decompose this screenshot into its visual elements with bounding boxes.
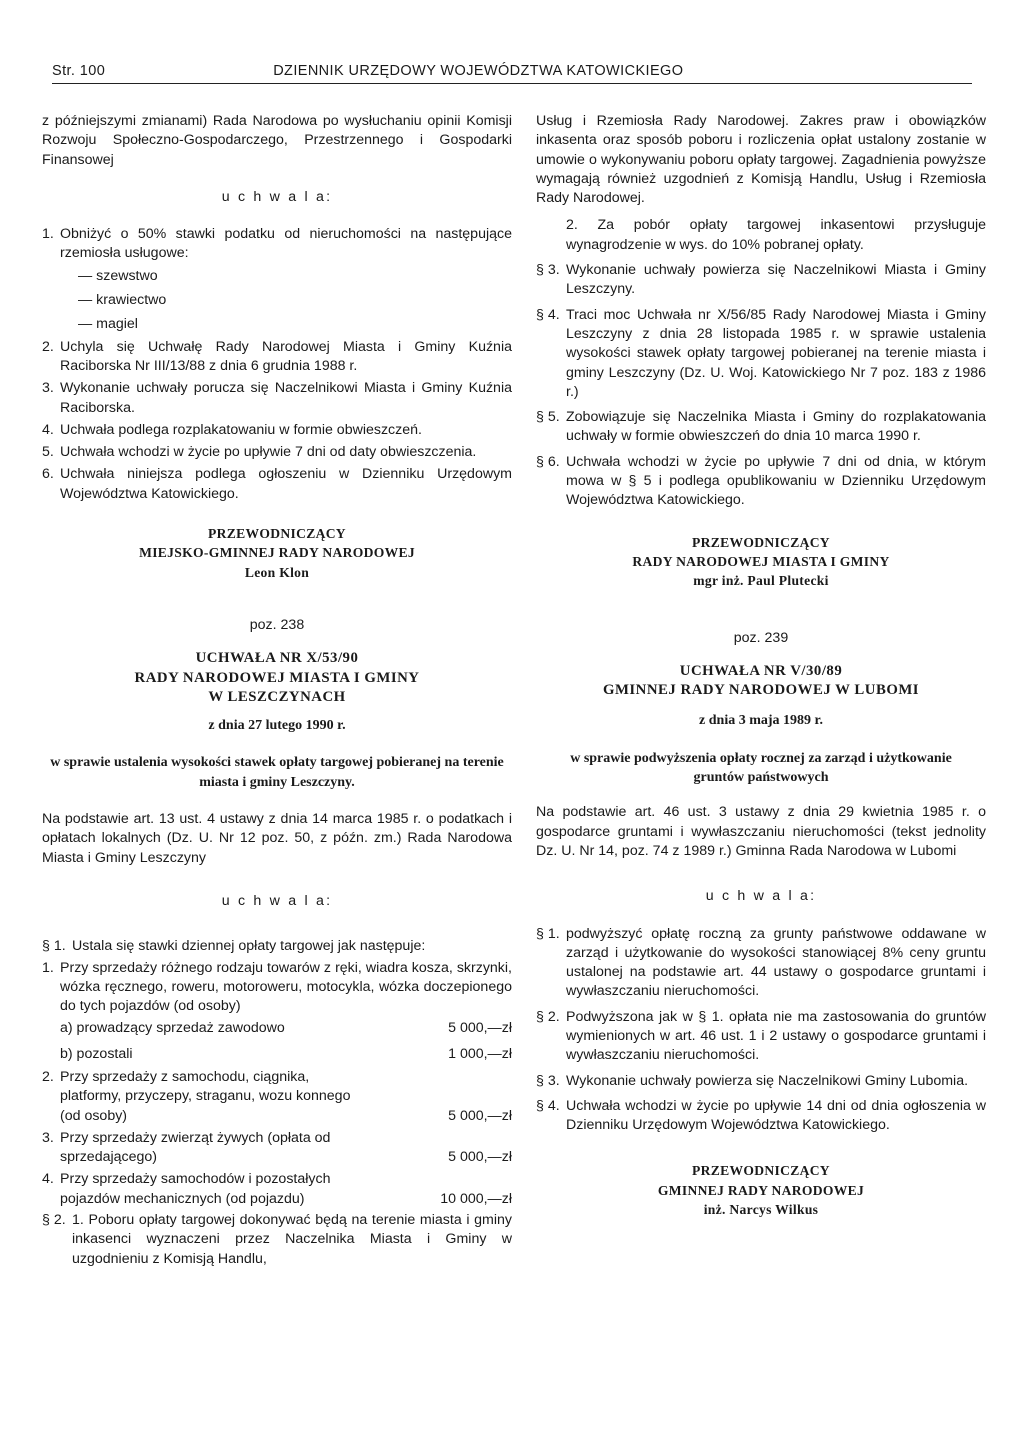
fee-item-4: 4. Przy sprzedaży samochodów i pozostałych pojazdów mechanicznych (od pojazdu) 10 000,—zł — [42, 1171, 512, 1207]
fee-item-1: 1. Przy sprzedaży różnego rodzaju towarów z ręki, wiadra kosza, skrzynki, wózka ręcznego, roweru, motoroweru, motocykla, wózka doczepionego do tych pojazdów (od osoby) — [42, 959, 512, 1015]
dash-item: — szewstwo — [78, 267, 158, 284]
fee-row-a: a) prowadzący sprzedaż zawodowo 5 000,—zł — [60, 1020, 512, 1037]
point-6: 6. Uchwała niniejsza podlega ogłoszeniu w Dzienniku Urzędowym Województwa Katowickiego. — [42, 466, 512, 502]
paragraph-2: § 2. Podwyższona jak w § 1. opłata nie ma zastosowania do gruntów wymienionych w art. 46 ust. 1 i 2 ustawy o gospodarce gruntami i wywłaszczaniu nieruchomości. — [536, 1008, 986, 1064]
paragraph-5: § 5. Zobowiązuje się Naczelnika Miasta i Gminy do rozplakatowania uchwały w formie obwieszczeń do dnia 10 marca 1990 r. — [536, 409, 986, 445]
signature-block: PRZEWODNICZĄCY GMINNEJ RADY NARODOWEJ inż. Narcys Wilkus — [657, 1163, 865, 1218]
resolves-heading: u c h w a l a: — [221, 892, 333, 909]
position-number: poz. 238 — [249, 616, 305, 633]
resolution-title: UCHWAŁA NR X/53/90 RADY NARODOWEJ MIASTA I GMINY W LESZCZYNACH — [134, 650, 420, 705]
position-number: poz. 239 — [733, 629, 789, 646]
header-rule — [52, 83, 972, 84]
resolution-date: z dnia 3 maja 1989 r. — [699, 713, 823, 729]
resolution-title: UCHWAŁA NR V/30/89 GMINNEJ RADY NARODOWEJ W LUBOMI — [602, 662, 920, 699]
right-column — [536, 112, 986, 1219]
point-5: 5. Uchwała wchodzi w życie po upływie 7 dni od daty obwieszczenia. — [42, 444, 477, 461]
paragraph-1: § 1. podwyższyć opłatę roczną za grunty państwowe oddawane w zarząd i użytkowanie do wysokości stanowiącej 8% ceny gruntu ustalonej na podstawie art. 44 ustawy o gospodarce gruntami i wywłaszczaniu nieruchomości. — [536, 925, 986, 1000]
signature-block: PRZEWODNICZĄCY RADY NARODOWEJ MIASTA I GMINY mgr inż. Paul Plutecki — [632, 534, 890, 589]
resolves-heading: u c h w a l a: — [221, 188, 333, 205]
left-column — [42, 112, 512, 1269]
continued-paragraph: Usług i Rzemiosła Rady Narodowej. Zakres praw i obowiązków inkasenta oraz sposób poboru i rozliczenia opłat ustalony zostanie w umowie o wykonywaniu poboru opłaty targowej. Zagadnienia powyższe wymagają również uzgodnień z Komisją Handlu, Usług i Rzemiosła Rady Narodowej. — [536, 113, 986, 207]
paragraph-2-point-2: 2. Za pobór opłaty targowej inkasentowi przysługuje wynagrodzenie w wys. do 10% pobranej opłaty. — [566, 217, 986, 253]
paragraph-1: § 1. Ustala się stawki dziennej opłaty targowej jak następuje: — [42, 938, 426, 955]
point-3: 3. Wykonanie uchwały porucza się Naczelnikowi Miasta i Gminy Kuźnia Raciborska. — [42, 380, 512, 416]
signature-block: PRZEWODNICZĄCY MIEJSKO-GMINNEJ RADY NARODOWEJ Leon Klon — [139, 526, 415, 580]
legal-basis: Na podstawie art. 46 ust. 3 ustawy z dnia 29 kwietnia 1985 r. o gospodarce gruntami i wywłaszczaniu nieruchomości (tekst jednolity Dz. U. Nr 14, poz. 74 z 1989 r.) Gminna Rada Narodowa w Lubomi — [536, 804, 986, 859]
paragraph-2: § 2. 1. Poboru opłaty targowej dokonywać będą na terenie miasta i gminy inkasenci wyznaczeni przez Naczelnika Miasta i Gminy w uzgodnieniu z Komisją Handlu, — [42, 1212, 512, 1267]
intro-paragraph: z późniejszymi zmianami) Rada Narodowa po wysłuchaniu opinii Komisji Rozwoju Społeczno-Gospodarczego, Przestrzennego i Gospodarki Finansowej — [42, 113, 512, 168]
fee-row-b: b) pozostali 1 000,—zł — [60, 1045, 512, 1062]
dash-item: — krawiectwo — [78, 292, 167, 309]
journal-title: DZIENNIK URZĘDOWY WOJEWÓDZTWA KATOWICKIEGO — [273, 63, 684, 79]
resolves-heading: u c h w a l a: — [705, 888, 817, 905]
page-header — [52, 62, 972, 81]
page-number: Str. 100 — [52, 63, 106, 79]
paragraph-4: § 4. Traci moc Uchwała nr X/56/85 Rady Narodowej Miasta i Gminy Leszczyny z dnia 28 listopada 1985 r. w sprawie ustalenia wysokości stawek opłaty targowej pobieranej na terenie miasta i gminy Leszczyny (Dz. U. Woj. Katowickiego Nr 7 poz. 183 z 1986 r.) — [536, 306, 986, 400]
paragraph-3: § 3. Wykonanie uchwały powierza się Naczelnikowi Miasta i Gminy Leszczyny. — [536, 262, 986, 298]
fee-item-2: 2. Przy sprzedaży z samochodu, ciągnika, platformy, przyczepy, straganu, wozu konnego (od osoby) 5 000,—zł — [42, 1068, 512, 1124]
fee-item-3: 3. Przy sprzedaży zwierząt żywych (opłata od sprzedającego) 5 000,—zł — [42, 1129, 512, 1166]
point-4: 4. Uchwała podlega rozplakatowaniu w formie obwieszczeń. — [42, 421, 422, 438]
point-2: 2. Uchyla się Uchwałę Rady Narodowej Miasta i Gminy Kuźnia Raciborska Nr III/13/88 z dnia 6 grudnia 1988 r. — [42, 338, 512, 374]
legal-basis: Na podstawie art. 13 ust. 4 ustawy z dnia 14 marca 1985 r. o podatkach i opłatach lokalnych (Dz. U. Nr 12 poz. 50, z późn. zm.) Rada Narodowa Miasta i Gminy Leszczyny — [42, 811, 512, 866]
paragraph-6: § 6. Uchwała wchodzi w życie po upływie 7 dni od dnia, w którym mowa w § 5 i podlega opublikowaniu w Dzienniku Urzędowym Województwa Katowickiego. — [536, 453, 986, 509]
resolution-subject: w sprawie podwyższenia opłaty rocznej za zarząd i użytkowanie gruntów państwowych — [570, 750, 952, 786]
paragraph-3: § 3. Wykonanie uchwały powierza się Naczelnikowi Gminy Lubomia. — [536, 1072, 969, 1089]
point-1: 1. Obniżyć o 50% stawki podatku od nieruchomości na następujące rzemiosła usługowe: — [42, 226, 512, 262]
resolution-date: z dnia 27 lutego 1990 r. — [208, 718, 346, 734]
resolution-subject: w sprawie ustalenia wysokości stawek opłaty targowej pobieranej na terenie miasta i gminy Leszczyny. — [50, 755, 504, 790]
paragraph-4: § 4. Uchwała wchodzi w życie po upływie 14 dni od dnia ogłoszenia w Dzienniku Urzędowym Województwa Katowickiego. — [536, 1097, 986, 1134]
dash-item: — magiel — [78, 316, 138, 333]
